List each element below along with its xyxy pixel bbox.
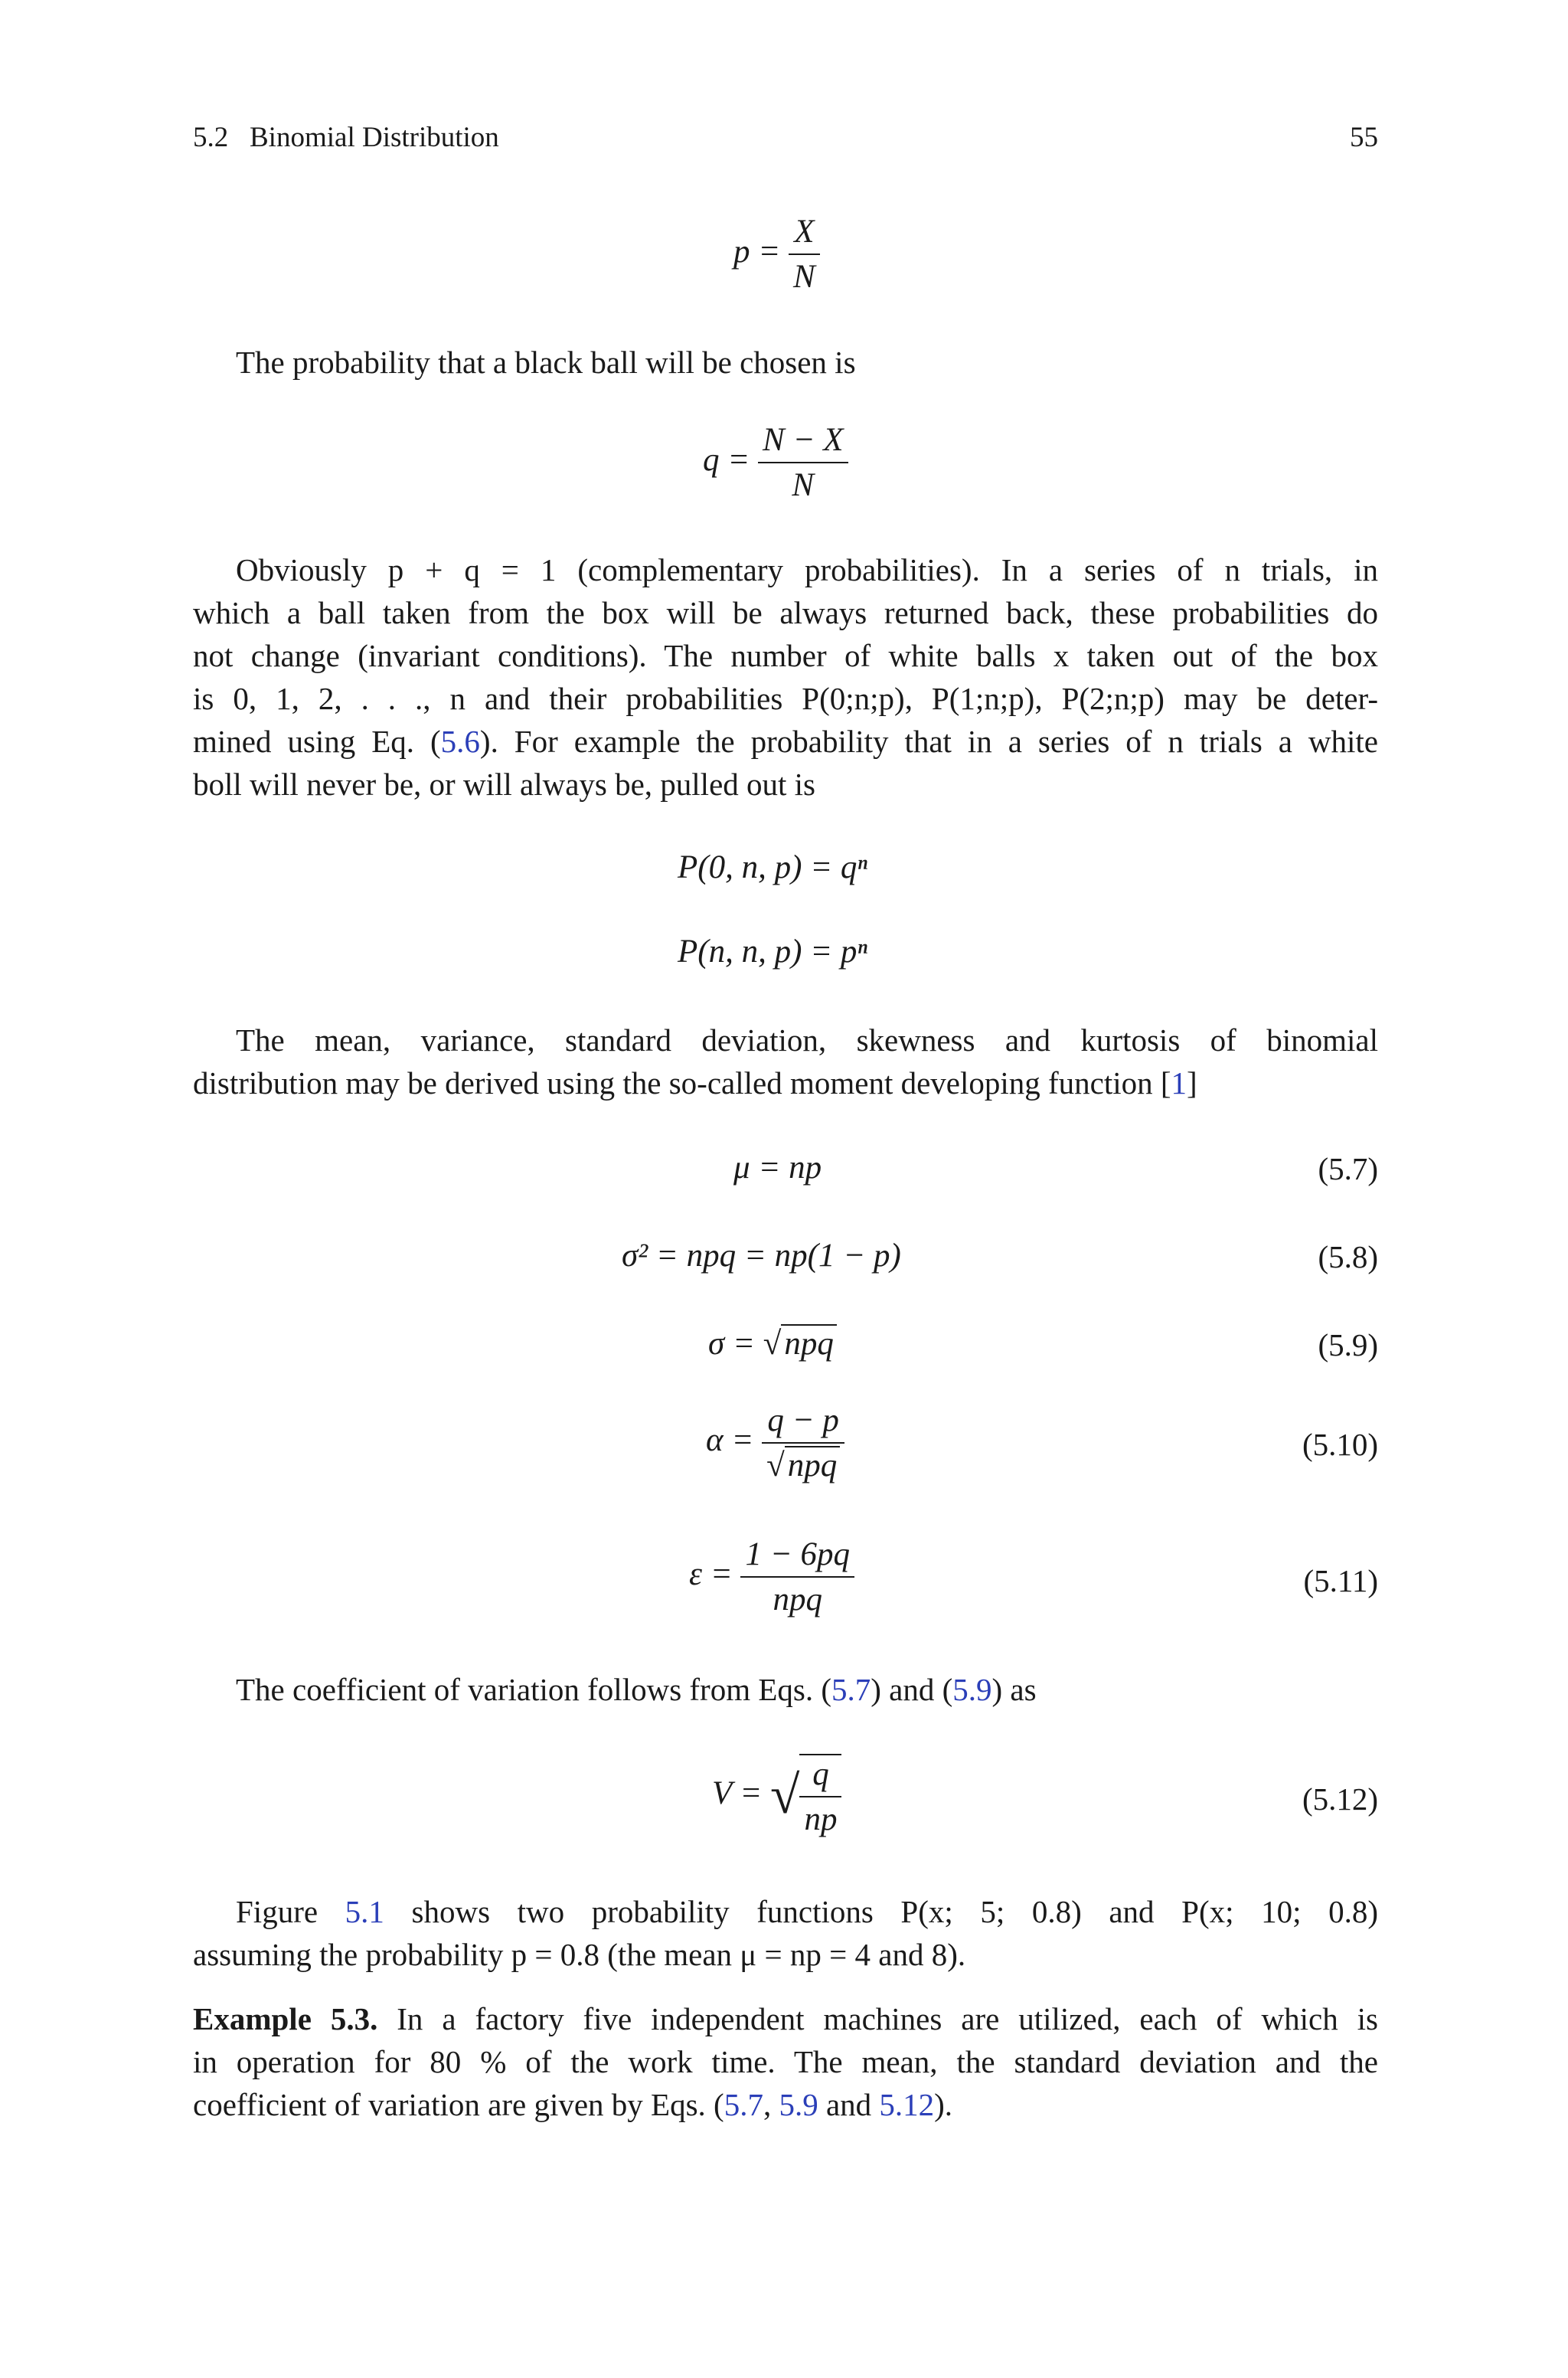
equation-pn: P(n, n, p) = pⁿ (678, 934, 867, 970)
equation-link[interactable]: 5.9 (779, 2087, 818, 2122)
text-line: in operation for 80 % of the work time. The mean, the standard deviation and the (193, 2044, 1378, 2079)
equation-link[interactable]: 5.9 (952, 1672, 992, 1707)
fraction-numerator: X (789, 213, 820, 255)
fraction (758, 421, 848, 504)
equation-q (703, 421, 848, 504)
equation-lhs: q = (703, 441, 750, 478)
equation-5-12: V = √ $\frac{q}{np}$ (712, 1754, 841, 1838)
equation-link[interactable]: 5.12 (879, 2087, 935, 2122)
fraction-numerator: q − p (762, 1402, 844, 1444)
paragraph: The probability that a black ball will be chosen is (236, 345, 856, 380)
equation-5-9 (708, 1325, 837, 1362)
text-line: assuming the probability p = 0.8 (the mean μ = np = 4 and 8). (193, 1937, 966, 1972)
equation-lhs: α = (706, 1421, 754, 1458)
equation-number: (5.8) (1318, 1239, 1378, 1274)
equation-5-10 (706, 1402, 844, 1484)
fraction-denominator: N (792, 467, 815, 503)
fraction (740, 1536, 854, 1618)
fraction-denominator: √npq (762, 1444, 844, 1484)
paragraph (193, 1890, 1378, 1976)
text-line: Obviously p + q = 1 (complementary probabilities). In a series of n trials, in (236, 552, 1378, 587)
equation-number: (5.11) (1303, 1563, 1378, 1598)
fraction-numerator: q (799, 1755, 841, 1797)
equation-p0: P(0, n, p) = qⁿ (678, 849, 867, 885)
text-line: which a ball taken from the box will be always returned back, these probabilities do (193, 595, 1378, 630)
fraction-numerator: 1 − 6pq (740, 1536, 854, 1578)
radicand: npq (781, 1324, 837, 1362)
fraction-denominator: np (804, 1801, 838, 1837)
fraction (799, 1754, 841, 1838)
text-line: Example 5.3. In a factory five independent machines are utilized, each of which is (193, 2001, 1378, 2036)
paragraph: The coefficient of variation follows from Eqs. (5.7) and (5.9) as (236, 1672, 1037, 1707)
equation-number: (5.9) (1318, 1327, 1378, 1362)
paragraph (193, 1019, 1378, 1104)
equation-5-8: σ² = npq = np(1 − p) (622, 1238, 901, 1274)
equation-number: (5.12) (1302, 1781, 1378, 1817)
fraction-denominator: npq (773, 1582, 822, 1617)
paragraph (193, 548, 1378, 806)
equation-link[interactable]: 5.7 (724, 2087, 763, 2122)
equation-number: (5.10) (1302, 1427, 1378, 1462)
text-line: is 0, 1, 2, . . ., n and their probabilities P(0;n;p), P(1;n;p), P(2;n;p) may be deter- (193, 681, 1378, 716)
fraction-denominator: N (793, 259, 815, 295)
equation-lhs: V = (712, 1775, 763, 1811)
fraction (789, 213, 820, 296)
figure-link[interactable]: 5.1 (345, 1894, 384, 1929)
equation-lhs: ε = (689, 1555, 733, 1592)
equation-lhs: σ = (708, 1326, 755, 1362)
page-number: 55 (1350, 122, 1378, 153)
example-block (193, 1997, 1378, 2126)
equation-number: (5.7) (1318, 1151, 1378, 1186)
text-line: not change (invariant conditions). The number of white balls x taken out of the box (193, 638, 1378, 673)
equation-link[interactable]: 5.7 (831, 1672, 871, 1707)
fraction (762, 1402, 844, 1484)
equation-5-7: μ = np (733, 1150, 822, 1186)
example-title: Example 5.3. (193, 2001, 378, 2036)
text-line: mined using Eq. (5.6). For example the probability that in a series of n trials a white (193, 724, 1378, 759)
text-line: coefficient of variation are given by Eqs. (5.7, 5.9 and 5.12). (193, 2087, 953, 2122)
reference-link[interactable]: 1 (1171, 1065, 1187, 1101)
equation-p (733, 213, 820, 296)
square-root: √npq (763, 1325, 837, 1362)
equation-5-11 (689, 1536, 854, 1618)
text-line: distribution may be derived using the so-called moment developing function [1] (193, 1065, 1197, 1101)
section-title: 5.2 Binomial Distribution (193, 122, 499, 153)
fraction-numerator: N − X (758, 421, 848, 463)
text-line: The mean, variance, standard deviation, skewness and kurtosis of binomial (236, 1022, 1378, 1058)
text-line: boll will never be, or will always be, pulled out is (193, 767, 816, 802)
running-header (193, 121, 1378, 161)
text-line: Figure 5.1 shows two probability functions P(x; 5; 0.8) and P(x; 10; 0.8) (236, 1894, 1378, 1929)
equation-link[interactable]: 5.6 (440, 724, 480, 759)
equation-lhs: p = (733, 233, 781, 270)
